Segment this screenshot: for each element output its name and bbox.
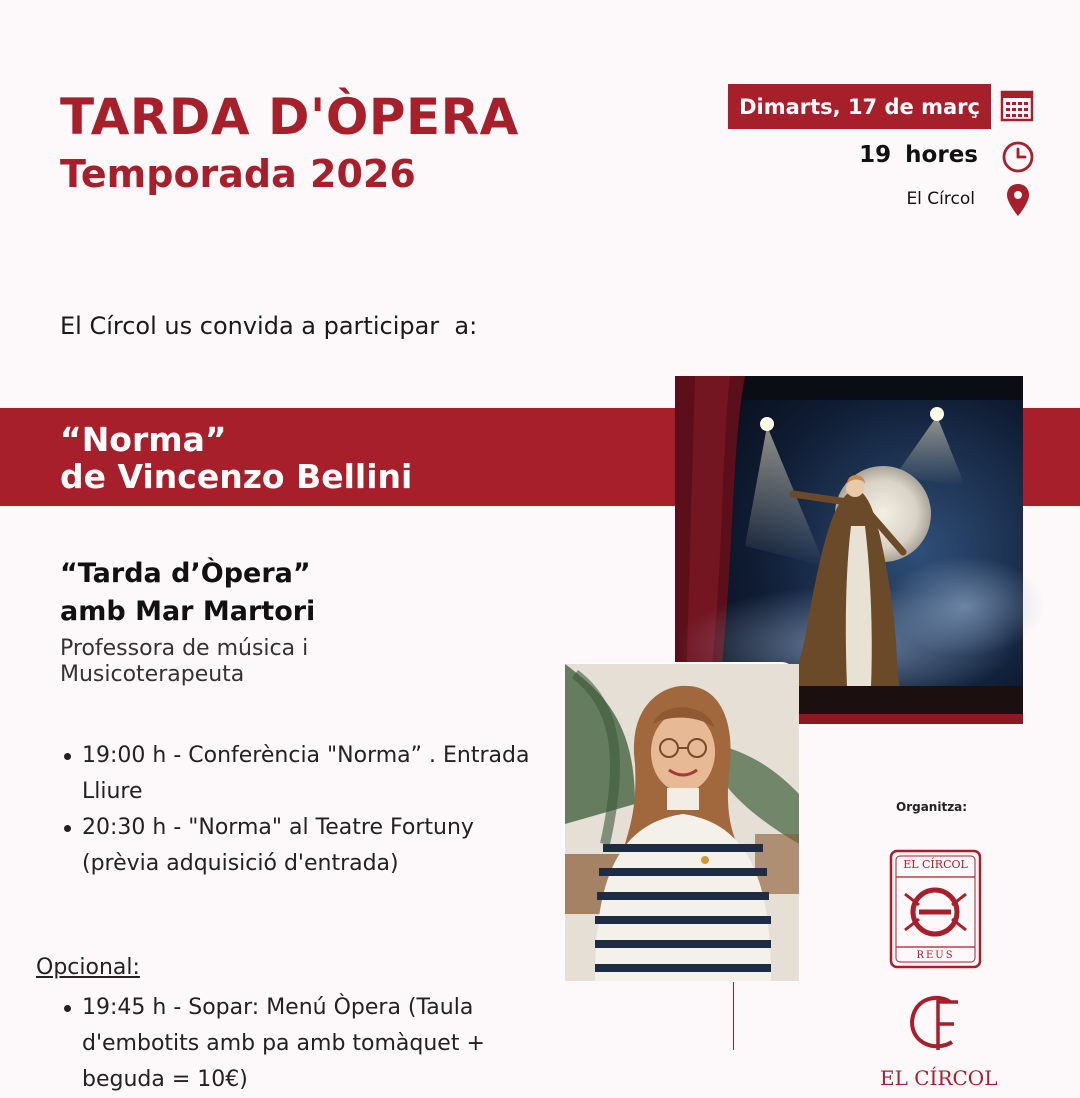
page-subtitle: Temporada 2026 <box>60 152 416 196</box>
logo-top-text: EL CÍRCOL <box>903 858 968 871</box>
location-pin-icon <box>1006 183 1030 217</box>
logo-bottom-text: REUS <box>916 950 955 961</box>
logo-bottom-name: EL CÍRCOL <box>880 1066 998 1090</box>
optional-list <box>60 990 530 1098</box>
speaker-heading: “Tarda d’Òpera” <box>60 558 311 589</box>
opera-composer: de Vincenzo Bellini <box>60 457 413 496</box>
list-item: 20:30 h - "Norma" al Teatre Fortuny (prèvia adquisició d'entrada) <box>60 810 530 882</box>
speaker-name: amb Mar Martori <box>60 596 316 627</box>
el-circol-reus-logo <box>889 849 982 969</box>
list-item: 19:45 h - Sopar: Menú Òpera (Taula d'embotits amb pa amb tomàquet + beguda = 10€) <box>60 990 530 1098</box>
organizers-label: Organitza: <box>896 800 968 814</box>
invitation-text: El Círcol us convida a participar a: <box>60 312 478 340</box>
speaker-portrait <box>563 662 797 979</box>
clock-icon <box>1001 140 1035 174</box>
speaker-role-line: Musicoterapeuta <box>60 662 245 687</box>
time-text: 19 hores <box>859 142 978 168</box>
cf-monogram-logo <box>900 992 970 1052</box>
calendar-icon <box>1000 89 1034 123</box>
list-item: 19:00 h - Conferència "Norma” . Entrada Lliure <box>60 738 530 810</box>
divider-line <box>733 982 734 1050</box>
schedule-list <box>60 738 530 882</box>
opera-title: “Norma” <box>60 420 227 459</box>
optional-label: Opcional: <box>36 955 140 980</box>
speaker-role <box>60 636 308 688</box>
page-title: TARDA D'ÒPERA <box>60 88 519 146</box>
date-text: Dimarts, 17 de març <box>739 94 980 119</box>
place-text: El Círcol <box>906 189 975 209</box>
date-badge <box>728 84 991 129</box>
speaker-role-line: Professora de música i <box>60 636 309 661</box>
